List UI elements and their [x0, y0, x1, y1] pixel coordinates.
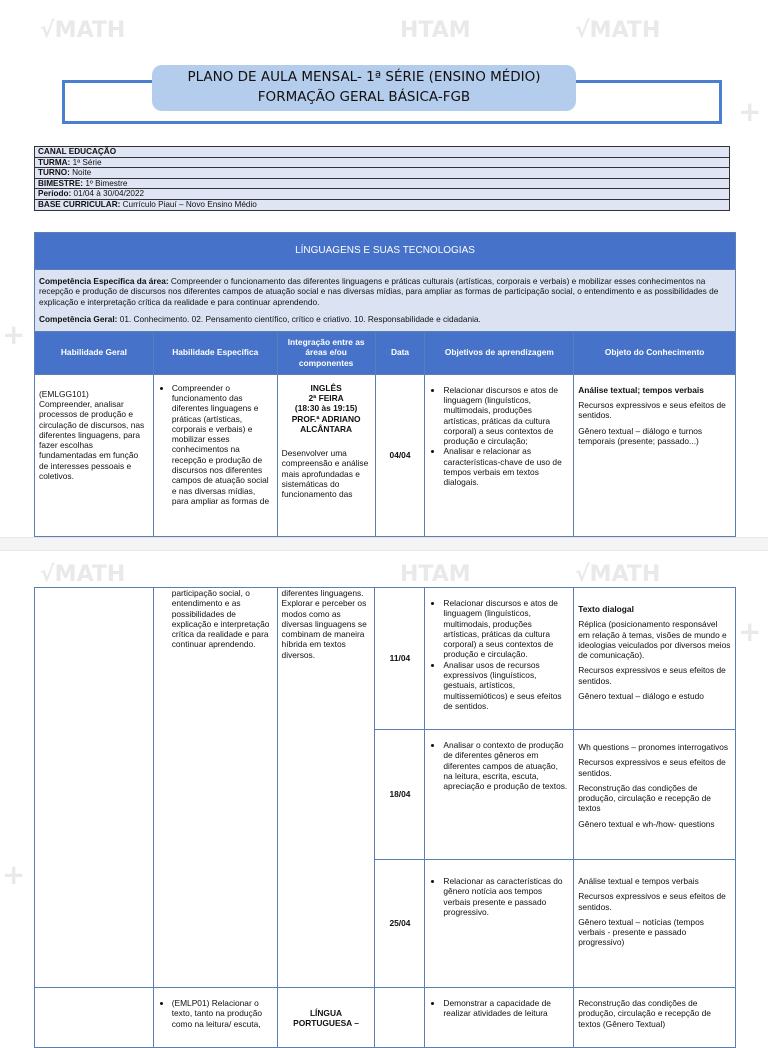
background-doodle-math-3: √MATH	[40, 562, 126, 587]
background-doodle-plus-3: +	[2, 318, 26, 351]
habilidade-especifica-cell: • (EMLP01) Relacionar o texto, tanto na produção como na leitura/ escuta,	[153, 988, 277, 1048]
objetivos-cell: • Demonstrar a capacidade de realizar atividades de leitura	[425, 988, 574, 1048]
info-turma: TURMA: 1ª Série	[35, 157, 730, 168]
table-row	[35, 588, 736, 730]
date-cell: 25/04	[375, 860, 425, 988]
background-doodle-htam-2: HTAM	[400, 562, 471, 587]
lesson-table-page1	[34, 232, 736, 537]
header-integracao: Integração entre as áreas e/ou componentes	[277, 331, 375, 374]
header-data: Data	[375, 331, 425, 374]
date-cell: 18/04	[375, 730, 425, 860]
objetivos-cell: • Relacionar as características do gênero notícia aos tempos verbais presente e passado progressivo.	[425, 860, 574, 988]
table-row	[35, 374, 736, 536]
header-habilidade-geral: Habilidade Geral	[35, 331, 154, 374]
integracao-cell: LÍNGUA PORTUGUESA –	[277, 988, 375, 1048]
header-objetivos: Objetivos de aprendizagem	[425, 331, 574, 374]
section-title: LÍNGUAGENS E SUAS TECNOLOGIAS	[35, 233, 736, 270]
info-turno: TURNO: Noite	[35, 168, 730, 179]
habilidade-geral-cell-cont	[35, 588, 154, 988]
objeto-cell: Análise textual; tempos verbais Recursos expressivos e seus efeitos de sentidos. Gênero textual – diálogo e turnos temporais (presente; passado...)	[574, 374, 736, 536]
integracao-cell-cont: diferentes linguagens. Explorar e perceber os modos como as diversas linguagens se combinam de maneira híbrida em textos diversos.	[277, 588, 375, 988]
habilidade-especifica-cell: • Compreender o funcionamento das diferentes linguagens e práticas (artísticas, corporais e verbais) e mobilizar esses conhecimentos na recepção e produção de discursos nos diferentes campos de atuação social e nas diversas mídias, para ampliar as formas de	[153, 374, 277, 536]
habilidade-geral-cell: (EMLGG101) Compreender, analisar processos de produção e circulação de discursos, nas diferentes linguagens, para fazer escolhas fundamentadas em função de interesses pessoais e coletivos.	[35, 374, 154, 536]
page-title	[152, 65, 576, 111]
table-row	[35, 988, 736, 1048]
lesson-table-page2	[34, 587, 736, 1048]
objeto-cell: Texto dialogal Réplica (posicionamento responsável em relação à temas, visões de mundo e ideologias veiculados por diversos meios de comunicação). Recursos expressivos e seus efeitos de sentidos. Gênero textual – diálogo e estudo	[574, 588, 736, 730]
date-cell: 04/04	[375, 374, 425, 536]
objeto-cell: Análise textual e tempos verbais Recursos expressivos e seus efeitos de sentidos. Gênero textual – notícias (tempos verbais - presente e passado progressivo)	[574, 860, 736, 988]
info-base: BASE CURRICULAR: Currículo Piauí – Novo Ensino Médio	[35, 199, 730, 210]
habilidade-especifica-cell-cont: participação social, o entendimento e as possibilidades de explicação e interpretação crítica da realidade e para continuar aprendendo.	[153, 588, 277, 988]
background-doodle-math-4: √MATH	[575, 562, 661, 587]
page-title-line1: PLANO DE AULA MENSAL- 1ª SÉRIE (ENSINO MÉDIO)	[187, 69, 541, 85]
objetivos-cell: • Analisar o contexto de produção de diferentes gêneros em diferentes campos de atuação, na leitura, escrita, escuta, apreciação e produção de textos.	[425, 730, 574, 860]
objetivos-cell: • Relacionar discursos e atos de linguagem (linguísticos, multimodais, produções artísticas, práticas da cultura corporal) a seus contextos de produção e circulação. • Analisar usos de recursos expressivos (linguísticos, gestuais, artísticos, multissemióticos) e seus efeitos de sentidos.	[425, 588, 574, 730]
integracao-cell: INGLÊS 2ª FEIRA (18:30 às 19:15) PROF.ª ADRIANO ALCÂNTARA Desenvolver uma compreensão e análise mais aprofundadas e sistemáticas do funcionamento das	[277, 374, 375, 536]
background-doodle-math: √MATH	[40, 18, 126, 43]
info-canal: CANAL EDUCAÇÃO	[35, 147, 730, 158]
page-title-line2: FORMAÇÃO GERAL BÁSICA-FGB	[257, 89, 471, 105]
background-doodle-plus-4: +	[2, 858, 26, 891]
header-objeto: Objeto do Conhecimento	[574, 331, 736, 374]
background-doodle-plus-2: +	[738, 615, 762, 648]
page-break	[0, 537, 768, 551]
background-doodle-math-2: √MATH	[575, 18, 661, 43]
date-cell	[375, 988, 425, 1048]
info-table	[34, 146, 730, 211]
background-doodle-plus: +	[738, 95, 762, 128]
objeto-cell: Reconstrução das condições de produção, circulação e recepção de textos (Gênero Textual)	[574, 988, 736, 1048]
competencia-area: Competência Específica da área: Compreender o funcionamento das diferentes linguagens e práticas culturais (artísticas, corporais e verbais) e mobilizar esses conhecimentos na recepção e produção de discursos nos diferentes campos de atuação social e nas diversas mídias, para ampliar as formas de participação social, o entendimento e as possibilidades de explicação e interpretação crítica da realidade e para continuar aprendendo. Competência Geral: 01. Conhecimento. 02. Pensamento científico, crítico e criativo. 10. Responsabilidade e cidadania.	[35, 270, 736, 332]
habilidade-geral-cell-cont	[35, 988, 154, 1048]
info-bimestre: BIMESTRE: 1º Bimestre	[35, 178, 730, 189]
date-cell: 11/04	[375, 588, 425, 730]
objetivos-cell: • Relacionar discursos e atos de linguagem (linguísticos, multimodais, produções artísticas, práticas da cultura corporal) a seus contextos de produção e circulação; • Analisar e relacionar as características-chave de uso de tempos verbais em textos dialogais.	[425, 374, 574, 536]
background-doodle-htam: HTAM	[400, 18, 471, 43]
objeto-cell: Wh questions – pronomes interrogativos Recursos expressivos e seus efeitos de sentidos. Reconstrução das condições de produção, circulação e recepção de textos Gênero textual e wh-/how- questions	[574, 730, 736, 860]
info-periodo: Período: 01/04 à 30/04/2022	[35, 189, 730, 200]
header-habilidade-especifica: Habilidade Específica	[153, 331, 277, 374]
